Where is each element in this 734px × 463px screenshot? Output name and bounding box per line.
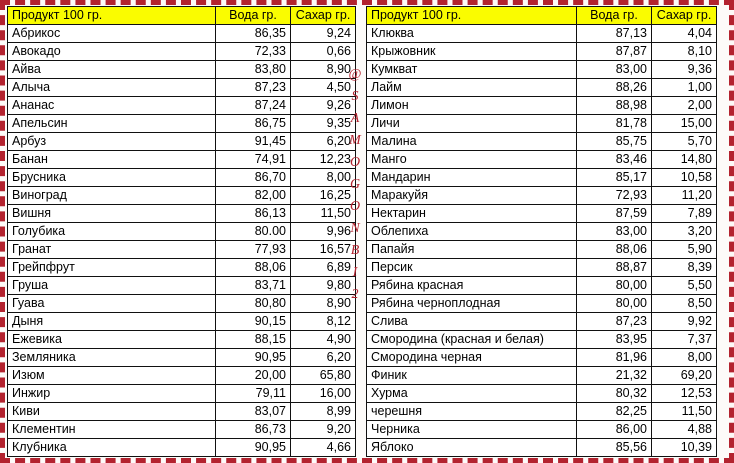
cell-water: 82,25 xyxy=(577,403,652,421)
header-product: Продукт 100 гр. xyxy=(367,7,577,25)
table-row xyxy=(8,187,356,205)
table-left xyxy=(7,6,356,457)
cell-sugar: 9,96 xyxy=(291,223,356,241)
cell-name: Киви xyxy=(8,403,216,421)
cell-water: 81,78 xyxy=(577,115,652,133)
table-row xyxy=(367,223,717,241)
cell-water: 80,00 xyxy=(577,295,652,313)
cell-sugar: 11,50 xyxy=(291,205,356,223)
cell-water: 83,46 xyxy=(577,151,652,169)
cell-water: 85,56 xyxy=(577,439,652,457)
cell-sugar: 5,50 xyxy=(652,277,717,295)
table-row xyxy=(8,295,356,313)
cell-name: Абрикос xyxy=(8,25,216,43)
cell-name: Малина xyxy=(367,133,577,151)
cell-sugar: 9,80 xyxy=(291,277,356,295)
cell-sugar: 8,12 xyxy=(291,313,356,331)
table-row xyxy=(8,241,356,259)
watermark-char: I xyxy=(352,265,358,280)
cell-name: Клюква xyxy=(367,25,577,43)
cell-name: Финик xyxy=(367,367,577,385)
cell-water: 88,87 xyxy=(577,259,652,277)
header-water: Вода гр. xyxy=(216,7,291,25)
cell-sugar: 5,70 xyxy=(652,133,717,151)
cell-water: 86,73 xyxy=(216,421,291,439)
watermark-char: N xyxy=(350,221,360,236)
cell-name: Авокадо xyxy=(8,43,216,61)
cell-name: Манго xyxy=(367,151,577,169)
cell-name: Голубика xyxy=(8,223,216,241)
table-right xyxy=(366,6,717,457)
cell-water: 88,06 xyxy=(216,259,291,277)
cell-water: 83,00 xyxy=(577,61,652,79)
cell-name: Облепиха xyxy=(367,223,577,241)
cell-water: 20,00 xyxy=(216,367,291,385)
cell-water: 82,00 xyxy=(216,187,291,205)
cell-water: 21,32 xyxy=(577,367,652,385)
cell-sugar: 7,37 xyxy=(652,331,717,349)
cell-sugar: 10,39 xyxy=(652,439,717,457)
cell-water: 88,06 xyxy=(577,241,652,259)
cell-name: Арбуз xyxy=(8,133,216,151)
table-row xyxy=(367,25,717,43)
table-row xyxy=(367,421,717,439)
table-row xyxy=(367,259,717,277)
cell-sugar: 65,80 xyxy=(291,367,356,385)
table-row xyxy=(8,421,356,439)
header-sugar: Сахар гр. xyxy=(652,7,717,25)
table-row xyxy=(367,241,717,259)
cell-name: Банан xyxy=(8,151,216,169)
table-row xyxy=(8,25,356,43)
cell-water: 80,32 xyxy=(577,385,652,403)
cell-water: 90,95 xyxy=(216,439,291,457)
table-row xyxy=(367,61,717,79)
cell-name: Дыня xyxy=(8,313,216,331)
cell-sugar: 9,35 xyxy=(291,115,356,133)
table-row xyxy=(367,205,717,223)
table-row xyxy=(8,385,356,403)
table-row xyxy=(367,79,717,97)
cell-water: 80,00 xyxy=(577,277,652,295)
cell-water: 81,96 xyxy=(577,349,652,367)
cell-water: 88,26 xyxy=(577,79,652,97)
cell-water: 79,11 xyxy=(216,385,291,403)
cell-water: 74,91 xyxy=(216,151,291,169)
cell-water: 86,75 xyxy=(216,115,291,133)
table-row xyxy=(367,115,717,133)
cell-sugar: 4,50 xyxy=(291,79,356,97)
cell-water: 80,80 xyxy=(216,295,291,313)
cell-sugar: 12,23 xyxy=(291,151,356,169)
cell-water: 86,70 xyxy=(216,169,291,187)
table-row xyxy=(8,439,356,457)
watermark-char: M xyxy=(349,133,361,148)
cell-sugar: 6,20 xyxy=(291,133,356,151)
cell-name: Рябина красная xyxy=(367,277,577,295)
cell-sugar: 9,26 xyxy=(291,97,356,115)
cell-name: Хурма xyxy=(367,385,577,403)
table-row xyxy=(8,313,356,331)
cell-sugar: 69,20 xyxy=(652,367,717,385)
table-row xyxy=(367,169,717,187)
table-row xyxy=(367,43,717,61)
cell-name: Маракуйя xyxy=(367,187,577,205)
table-row xyxy=(367,331,717,349)
table-row xyxy=(8,115,356,133)
cell-sugar: 3,20 xyxy=(652,223,717,241)
watermark-samogonbi2 xyxy=(345,64,365,306)
watermark-char: A xyxy=(350,111,360,126)
cell-name: Лимон xyxy=(367,97,577,115)
cell-sugar: 4,04 xyxy=(652,25,717,43)
cell-name: Рябина черноплодная xyxy=(367,295,577,313)
cell-sugar: 8,50 xyxy=(652,295,717,313)
watermark-char: 2 xyxy=(351,287,359,302)
cell-sugar: 4,90 xyxy=(291,331,356,349)
cell-name: Персик xyxy=(367,259,577,277)
cell-name: Ежевика xyxy=(8,331,216,349)
table-row xyxy=(8,79,356,97)
cell-name: Нектарин xyxy=(367,205,577,223)
table-row xyxy=(8,367,356,385)
cell-water: 72,93 xyxy=(577,187,652,205)
cell-name: Ананас xyxy=(8,97,216,115)
cell-name: Мандарин xyxy=(367,169,577,187)
cell-water: 86,00 xyxy=(577,421,652,439)
header-product: Продукт 100 гр. xyxy=(8,7,216,25)
table-row xyxy=(8,403,356,421)
cell-sugar: 9,24 xyxy=(291,25,356,43)
table-row xyxy=(367,295,717,313)
watermark-char: G xyxy=(349,177,361,192)
cell-water: 87,13 xyxy=(577,25,652,43)
cell-water: 87,87 xyxy=(577,43,652,61)
cell-water: 91,45 xyxy=(216,133,291,151)
cell-name: Яблоко xyxy=(367,439,577,457)
cell-sugar: 14,80 xyxy=(652,151,717,169)
cell-sugar: 16,57 xyxy=(291,241,356,259)
cell-name: Папайя xyxy=(367,241,577,259)
cell-water: 83,95 xyxy=(577,331,652,349)
cell-water: 86,13 xyxy=(216,205,291,223)
table-row xyxy=(8,349,356,367)
table-row xyxy=(367,439,717,457)
cell-sugar: 11,50 xyxy=(652,403,717,421)
cell-water: 85,17 xyxy=(577,169,652,187)
cell-water: 83,07 xyxy=(216,403,291,421)
cell-water: 87,24 xyxy=(216,97,291,115)
cell-sugar: 8,00 xyxy=(291,169,356,187)
cell-sugar: 8,00 xyxy=(652,349,717,367)
header-row xyxy=(367,7,717,25)
cell-name: Айва xyxy=(8,61,216,79)
table-row xyxy=(367,403,717,421)
table-row xyxy=(8,133,356,151)
table-row xyxy=(367,385,717,403)
cell-sugar: 16,25 xyxy=(291,187,356,205)
cell-water: 83,00 xyxy=(577,223,652,241)
table-row xyxy=(367,313,717,331)
cell-sugar: 15,00 xyxy=(652,115,717,133)
cell-name: Грейпфрут xyxy=(8,259,216,277)
table-row xyxy=(367,277,717,295)
cell-sugar: 4,66 xyxy=(291,439,356,457)
cell-water: 72,33 xyxy=(216,43,291,61)
cell-sugar: 6,20 xyxy=(291,349,356,367)
watermark-char: B xyxy=(350,243,360,258)
cell-name: Алыча xyxy=(8,79,216,97)
cell-name: Слива xyxy=(367,313,577,331)
cell-name: Клементин xyxy=(8,421,216,439)
header-sugar: Сахар гр. xyxy=(291,7,356,25)
cell-name: Гуава xyxy=(8,295,216,313)
cell-sugar: 8,99 xyxy=(291,403,356,421)
cell-water: 83,80 xyxy=(216,61,291,79)
table-row xyxy=(8,169,356,187)
cell-name: Кумкват xyxy=(367,61,577,79)
table-row xyxy=(8,61,356,79)
cell-sugar: 7,89 xyxy=(652,205,717,223)
cell-name: Вишня xyxy=(8,205,216,223)
table-row xyxy=(367,97,717,115)
cell-sugar: 9,92 xyxy=(652,313,717,331)
cell-name: Гранат xyxy=(8,241,216,259)
cell-name: Крыжовник xyxy=(367,43,577,61)
cell-water: 87,23 xyxy=(577,313,652,331)
watermark-char: O xyxy=(349,155,361,170)
cell-sugar: 10,58 xyxy=(652,169,717,187)
cell-sugar: 2,00 xyxy=(652,97,717,115)
cell-name: Инжир xyxy=(8,385,216,403)
cell-water: 88,98 xyxy=(577,97,652,115)
cell-sugar: 12,53 xyxy=(652,385,717,403)
table-row xyxy=(8,223,356,241)
table-row xyxy=(367,133,717,151)
cell-sugar: 9,20 xyxy=(291,421,356,439)
cell-name: Личи xyxy=(367,115,577,133)
table-row xyxy=(367,349,717,367)
cell-water: 85,75 xyxy=(577,133,652,151)
cell-sugar: 8,39 xyxy=(652,259,717,277)
cell-water: 90,15 xyxy=(216,313,291,331)
cell-water: 90,95 xyxy=(216,349,291,367)
cell-water: 86,35 xyxy=(216,25,291,43)
table-row xyxy=(8,97,356,115)
cell-name: Груша xyxy=(8,277,216,295)
cell-water: 77,93 xyxy=(216,241,291,259)
cell-name: Брусника xyxy=(8,169,216,187)
cell-name: Смородина (красная и белая) xyxy=(367,331,577,349)
table-row xyxy=(8,259,356,277)
cell-name: Изюм xyxy=(8,367,216,385)
cell-name: Виноград xyxy=(8,187,216,205)
cell-sugar: 8,90 xyxy=(291,295,356,313)
table-row xyxy=(367,187,717,205)
cell-water: 88,15 xyxy=(216,331,291,349)
cell-water: 80.00 xyxy=(216,223,291,241)
cell-sugar: 16,00 xyxy=(291,385,356,403)
header-water: Вода гр. xyxy=(577,7,652,25)
table-row xyxy=(367,151,717,169)
cell-name: Смородина черная xyxy=(367,349,577,367)
cell-water: 87,23 xyxy=(216,79,291,97)
cell-name: Апельсин xyxy=(8,115,216,133)
table-row xyxy=(8,43,356,61)
cell-sugar: 0,66 xyxy=(291,43,356,61)
cell-sugar: 9,36 xyxy=(652,61,717,79)
cell-name: Лайм xyxy=(367,79,577,97)
cell-sugar: 1,00 xyxy=(652,79,717,97)
header-row xyxy=(8,7,356,25)
cell-sugar: 11,20 xyxy=(652,187,717,205)
cell-sugar: 8,10 xyxy=(652,43,717,61)
watermark-char: S xyxy=(351,89,359,104)
cell-name: Земляника xyxy=(8,349,216,367)
cell-sugar: 8,90 xyxy=(291,61,356,79)
table-row xyxy=(367,367,717,385)
cell-sugar: 6,89 xyxy=(291,259,356,277)
table-row xyxy=(8,151,356,169)
cell-water: 83,71 xyxy=(216,277,291,295)
cell-name: черешня xyxy=(367,403,577,421)
watermark-char: O xyxy=(349,199,361,214)
table-row xyxy=(8,277,356,295)
cell-name: Клубника xyxy=(8,439,216,457)
table-row xyxy=(8,331,356,349)
cell-sugar: 4,88 xyxy=(652,421,717,439)
table-row xyxy=(8,205,356,223)
cell-sugar: 5,90 xyxy=(652,241,717,259)
cell-water: 87,59 xyxy=(577,205,652,223)
watermark-char: @ xyxy=(348,67,362,82)
cell-name: Черника xyxy=(367,421,577,439)
